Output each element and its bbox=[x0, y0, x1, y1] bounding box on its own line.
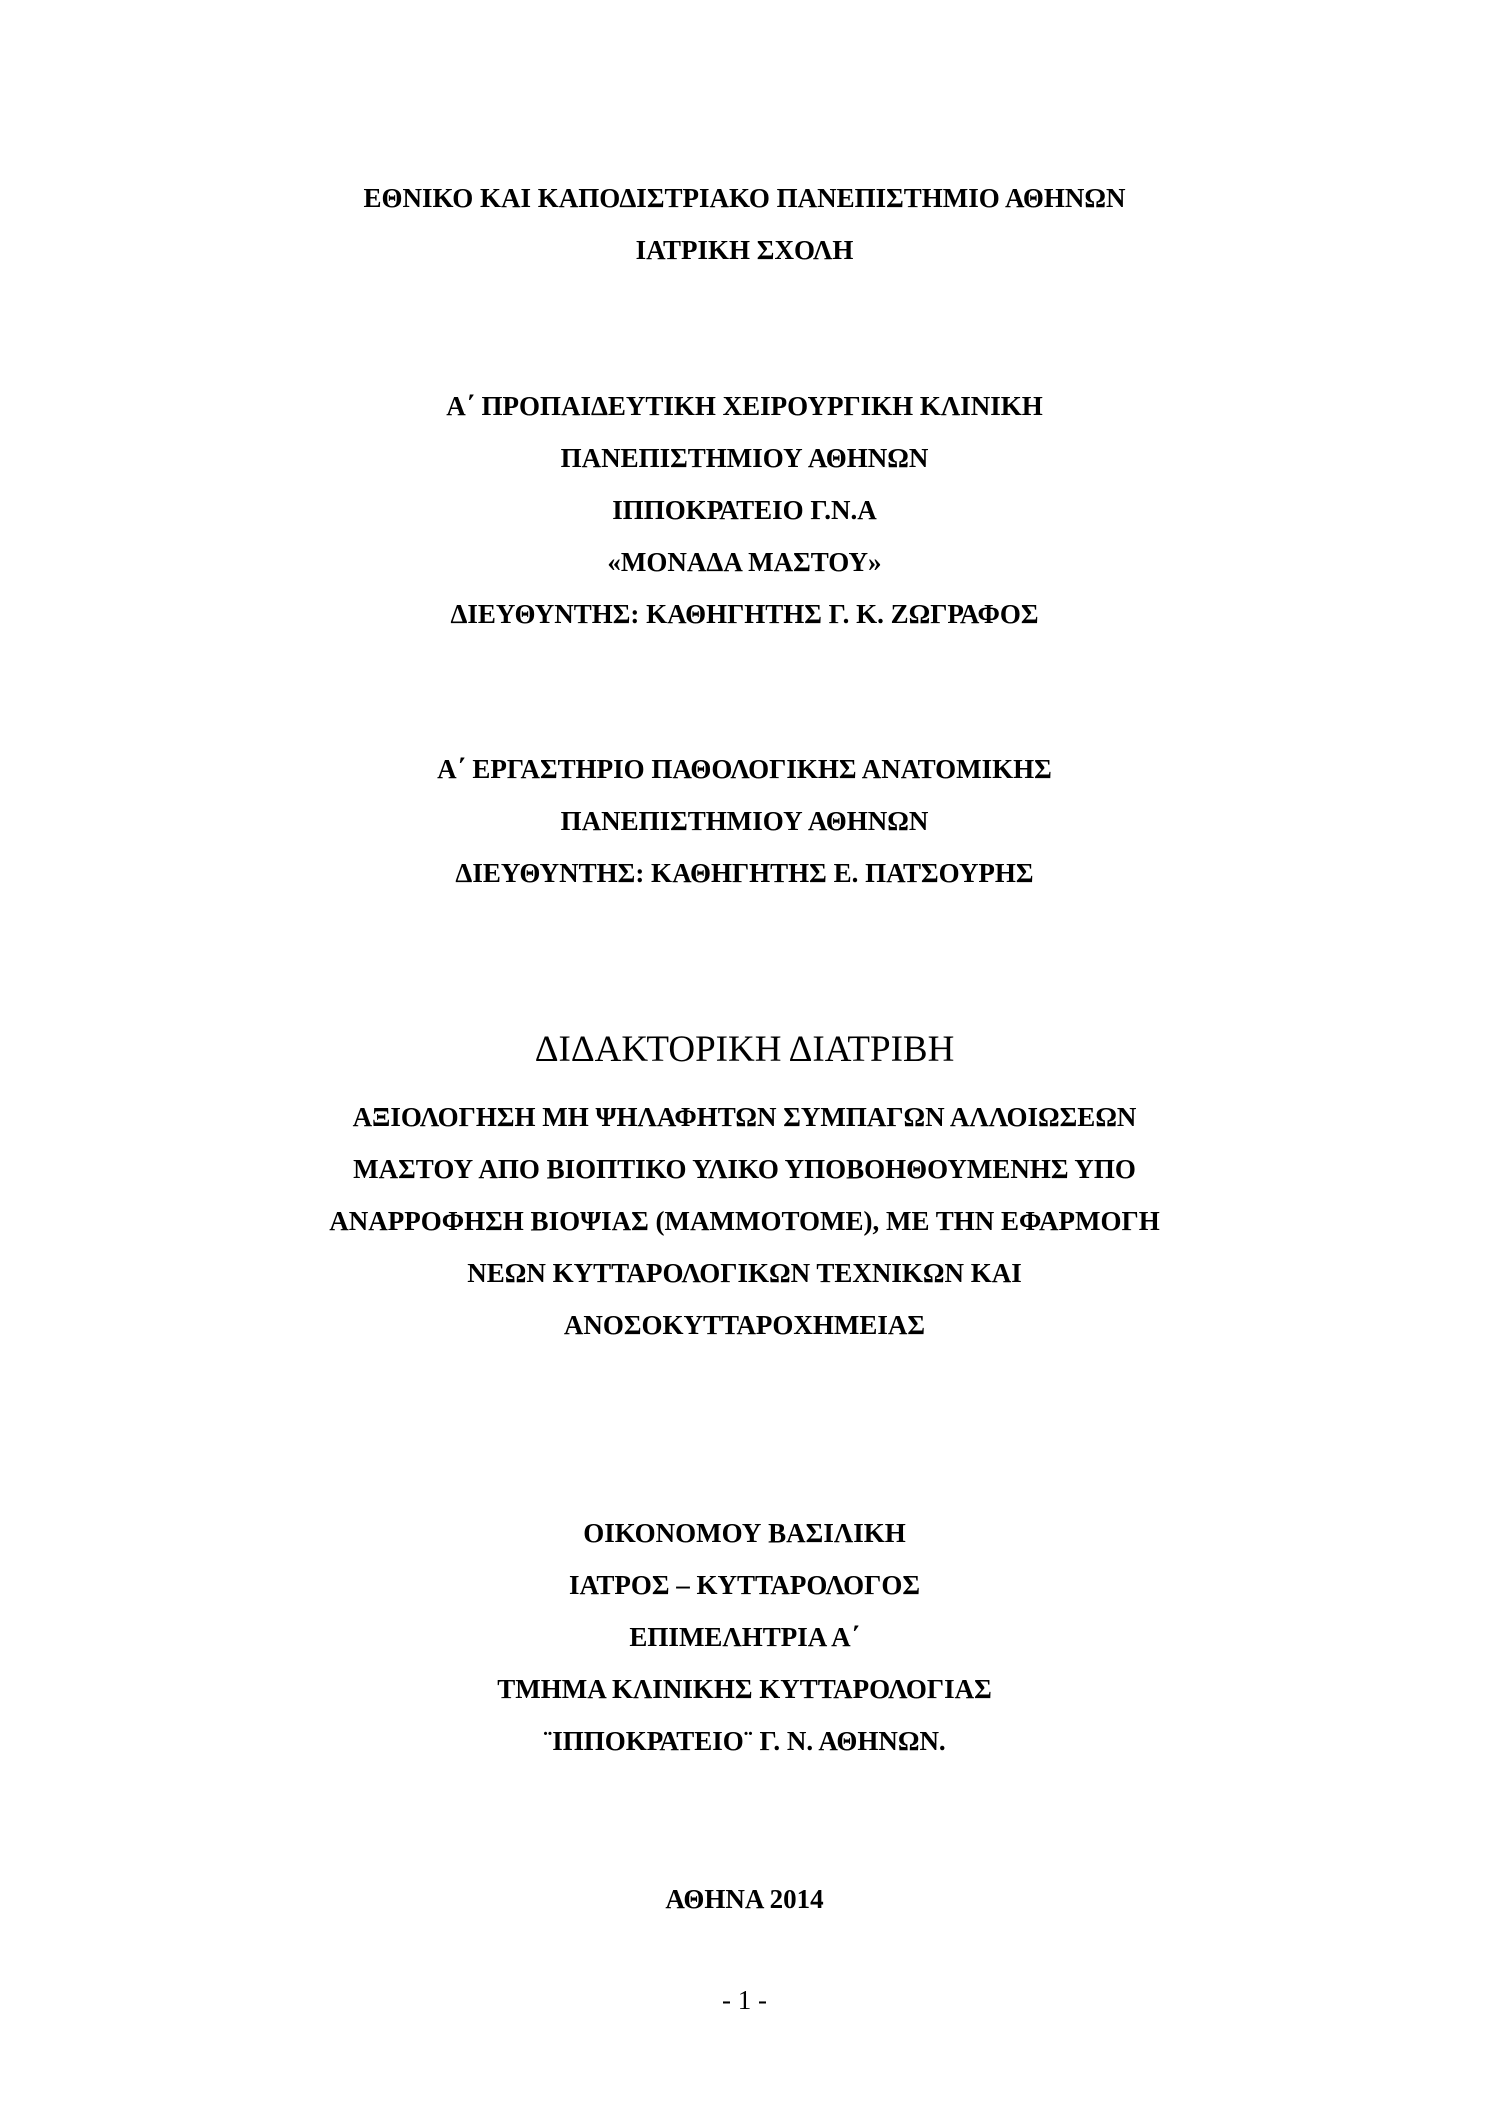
laboratory-director: ΔΙΕΥΘΥΝΤΗΣ: ΚΑΘΗΓΗΤΗΣ Ε. ΠΑΤΣΟΥΡΗΣ bbox=[455, 858, 1034, 888]
thesis-title-line: ΑΞΙΟΛΟΓΗΣΗ ΜΗ ΨΗΛΑΦΗΤΩΝ ΣΥΜΠΑΓΩΝ ΑΛΛΟΙΩΣΕΩΝ bbox=[352, 1102, 1137, 1132]
clinic-university: ΠΑΝΕΠΙΣΤΗΜΙΟΥ ΑΘΗΝΩΝ bbox=[560, 443, 929, 473]
clinic-name: Α΄ ΠΡΟΠΑΙΔΕΥΤΙΚΗ ΧΕΙΡΟΥΡΓΙΚΗ ΚΛΙΝΙΚΗ bbox=[446, 391, 1043, 421]
laboratory-university: ΠΑΝΕΠΙΣΤΗΜΙΟΥ ΑΘΗΝΩΝ bbox=[560, 806, 929, 836]
thesis-title-line: ΜΑΣΤΟΥ ΑΠΟ ΒΙΟΠΤΙΚΟ ΥΛΙΚΟ ΥΠΟΒΟΗΘΟΥΜΕΝΗΣ ΥΠΟ bbox=[353, 1154, 1136, 1184]
thesis-title-line: ΑΝΑΡΡΟΦΗΣΗ ΒΙΟΨΙΑΣ (ΜΑΜΜΟΤΟΜΕ), ΜΕ ΤΗΝ ΕΦΑΡΜΟΓΗ bbox=[329, 1206, 1160, 1236]
author-hospital: ¨ΙΠΠΟΚΡΑΤΕΙΟ¨ Γ. Ν. ΑΘΗΝΩΝ. bbox=[543, 1726, 946, 1756]
place-year: ΑΘΗΝΑ 2014 bbox=[665, 1884, 824, 1914]
thesis-title-line: ΝΕΩΝ ΚΥΤΤΑΡΟΛΟΓΙΚΩΝ ΤΕΧΝΙΚΩΝ ΚΑΙ bbox=[467, 1258, 1022, 1288]
clinic-unit: «ΜΟΝΑΔΑ ΜΑΣΤΟΥ» bbox=[607, 547, 882, 577]
clinic-director: ΔΙΕΥΘΥΝΤΗΣ: ΚΑΘΗΓΗΤΗΣ Γ. Κ. ΖΩΓΡΑΦΟΣ bbox=[450, 599, 1039, 629]
author-name: ΟΙΚΟΝΟΜΟΥ ΒΑΣΙΛΙΚΗ bbox=[583, 1518, 906, 1548]
university-name: ΕΘΝΙΚΟ ΚΑΙ ΚΑΠΟΔΙΣΤΡΙΑΚΟ ΠΑΝΕΠΙΣΤΗΜΙΟ ΑΘΗΝΩΝ bbox=[363, 183, 1126, 213]
clinic-hospital: ΙΠΠΟΚΡΑΤΕΙΟ Γ.Ν.Α bbox=[612, 495, 877, 525]
author-department: ΤΜΗΜΑ ΚΛΙΝΙΚΗΣ ΚΥΤΤΑΡΟΛΟΓΙΑΣ bbox=[497, 1674, 992, 1704]
school-name: ΙΑΤΡΙΚΗ ΣΧΟΛΗ bbox=[635, 235, 854, 265]
thesis-title-line: ΑΝΟΣΟΚΥΤΤΑΡΟΧΗΜΕΙΑΣ bbox=[563, 1310, 926, 1340]
thesis-type-heading: ΔΙΔΑΚΤΟΡΙΚΗ ΔΙΑΤΡΙΒΗ bbox=[534, 1029, 955, 1070]
laboratory-name: Α΄ ΕΡΓΑΣΤΗΡΙΟ ΠΑΘΟΛΟΓΙΚΗΣ ΑΝΑΤΟΜΙΚΗΣ bbox=[437, 754, 1052, 784]
author-profession: ΙΑΤΡΟΣ – ΚΥΤΤΑΡΟΛΟΓΟΣ bbox=[568, 1570, 921, 1600]
author-position: ΕΠΙΜΕΛΗΤΡΙΑ Α΄ bbox=[629, 1622, 860, 1652]
page-number: - 1 - bbox=[722, 1985, 767, 2015]
